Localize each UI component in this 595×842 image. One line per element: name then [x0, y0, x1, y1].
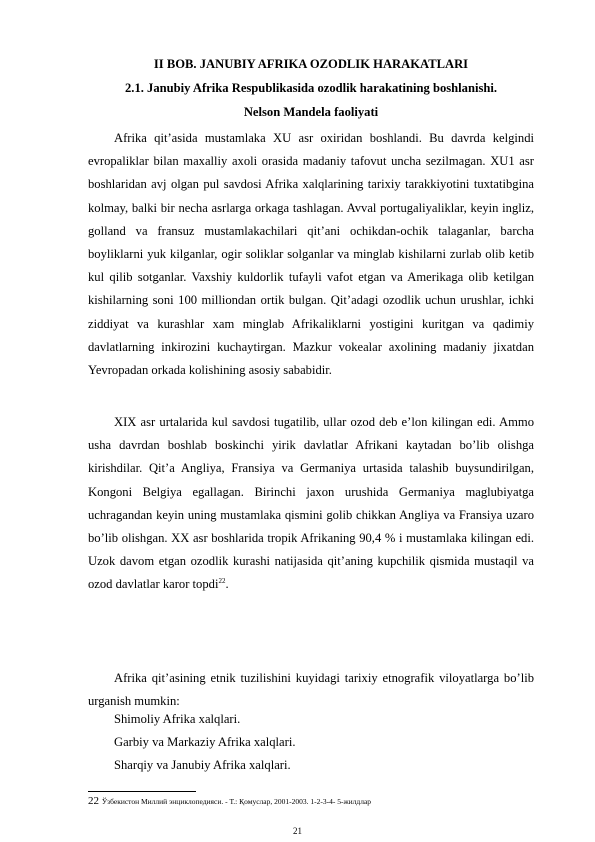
- footnote-text: Ўзбекистон Миллий энциклопедияси. - Т.: Қомуслар, 2001-2003. 1-2-3-4- 5-жилдлар: [100, 797, 372, 806]
- list-item: Shimoliy Afrika xalqlari.: [114, 712, 241, 726]
- chapter-title: II BOB. JANUBIY AFRIKA OZODLIK HARAKATLARI: [153, 57, 469, 71]
- footnote-reference: 22: [218, 577, 226, 586]
- list-item: Garbiy va Markaziy Afrika xalqlari.: [114, 735, 296, 749]
- list-item: Sharqiy va Janubiy Afrika xalqlari.: [114, 758, 291, 772]
- paragraph-2-end: .: [225, 577, 229, 592]
- paragraph-2: [88, 411, 534, 597]
- section-title: 2.1. Janubiy Afrika Respublikasida ozodlik harakatining boshlanishi.: [125, 81, 497, 95]
- page-number: 21: [293, 826, 302, 836]
- section-subtitle: Nelson Mandela faoliyati: [243, 105, 379, 119]
- paragraph-3: Afrika qit’asining etnik tuzilishini kuyidagi tarixiy etnografik viloyatlarga bo’lib urganish mumkin:: [88, 671, 534, 709]
- paragraph-2-text: XIX asr urtalarida kul savdosi tugatilib, ullar ozod deb e’lon kilingan edi. Ammo usha davrdan boshlab boskinchi yirik davlatlar Afrikani kaytadan bo’lib olishga kirishdilar. Qit’a Angliya, Fransiya va Germaniya urtasida talashib buysundirilgan, Kongoni Belgiya egallagan. Birinchi jaxon urushida Germaniya maglubiyatga uchragandan keyin uning mustamlaka qismini golib chikkan Angliya va Fransiya uzaro bo’lib olishgan. XX asr boshlarida tropik Afrikaning 90,4 % i mustamlaka kilingan edi. Uzok davom etgan ozodlik kurashi natijasida qit’aning kupchilik qismida mustaqil va ozod davlatlar karor topdi: [88, 415, 534, 592]
- footnote-number: 22: [88, 795, 99, 807]
- footnote: [88, 795, 371, 807]
- paragraph-1: Afrika qit’asida mustamlaka XU asr oxiridan boshlandi. Bu davrda kelgindi evropaliklar bilan maxalliy axoli orasida madaniy tafovut uncha sezilmagan. XU1 asr boshlaridan avj olgan pul savdosi Afrika xalqlarining tarixiy tarakkiyotini tuxtatibgina kolmay, balki bir necha asrlarga orkaga tashlagan. Avval portugaliyaliklar, keyin ingliz, golland va fransuz mustamlakachilari qit’ani ochikdan-ochik talaganlar, barcha boyliklarni yuk kilganlar, ogir soliklar solganlar va minglab kishilarni zurlab olib ketib kul qilib sotganlar. Vaxshiy kuldorlik tufayli vafot etgan va Amerikaga olib ketilgan kishilarning soni 100 milliondan ortik bulgan. Qit’adagi ozodlik uchun urushlar, ichki ziddiyat va kurashlar xam minglab Afrikaliklarni yostigini kuritgan va qadimiy davlatlarning inkirozini kuchaytirgan. Mazkur vokealar axolining madaniy jixatdan Yevropadan orkada kolishining asosiy sababidir.: [88, 131, 534, 378]
- footnote-divider: [88, 791, 196, 792]
